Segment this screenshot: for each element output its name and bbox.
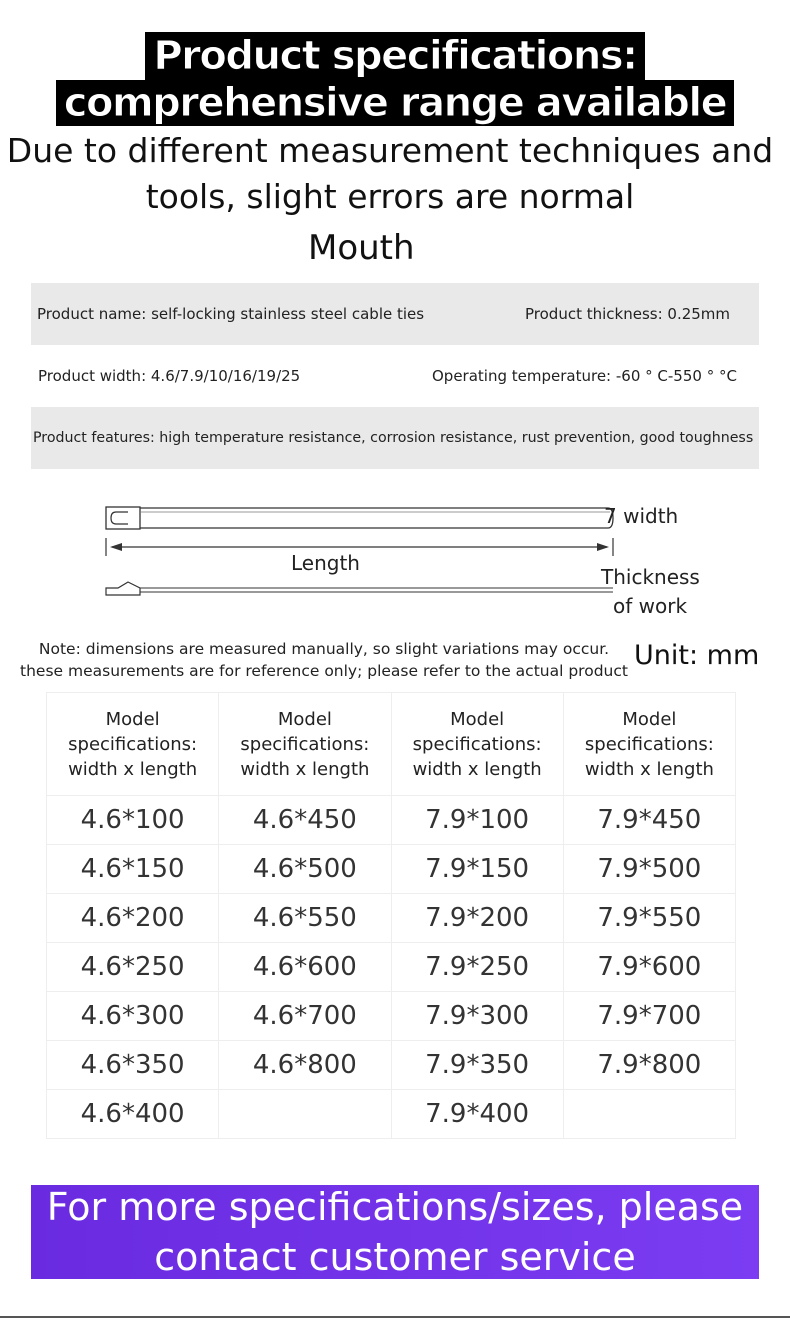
table-cell: 7.9*300 xyxy=(391,992,563,1041)
table-cell xyxy=(219,1090,391,1139)
table-cell: 7.9*500 xyxy=(563,845,735,894)
table-row xyxy=(47,1041,736,1090)
table-cell: 7.9*150 xyxy=(391,845,563,894)
contact-service-banner[interactable] xyxy=(31,1185,759,1279)
table-row xyxy=(47,845,736,894)
table-cell: 7.9*550 xyxy=(563,894,735,943)
title-line-1 xyxy=(0,32,790,80)
table-cell: 4.6*200 xyxy=(47,894,219,943)
column-header: Model specifications: width x length xyxy=(563,693,735,796)
info-band-width xyxy=(31,345,759,407)
table-row xyxy=(47,894,736,943)
table-cell: 7.9*350 xyxy=(391,1041,563,1090)
length-label: Length xyxy=(291,551,360,575)
table-cell: 4.6*400 xyxy=(47,1090,219,1139)
title-line-2 xyxy=(0,80,790,126)
note-line-2: these measurements are for reference only; please refer to the actual product xyxy=(20,662,628,680)
table-cell: 7.9*250 xyxy=(391,943,563,992)
table-cell: 4.6*300 xyxy=(47,992,219,1041)
table-cell: 4.6*100 xyxy=(47,796,219,845)
arrow-right-icon xyxy=(597,543,609,551)
cable-tie-diagram xyxy=(0,490,790,634)
product-features-text: Product features: high temperature resistance, corrosion resistance, rust prevention, good toughness xyxy=(33,430,754,446)
bottom-divider xyxy=(0,1316,790,1318)
measurement-note xyxy=(0,638,648,682)
column-header: Model specifications: width x length xyxy=(391,693,563,796)
tie-band-outline xyxy=(140,508,613,528)
table-header-row xyxy=(47,693,736,796)
table-cell: 4.6*700 xyxy=(219,992,391,1041)
width-label: 7 width xyxy=(604,504,679,528)
info-band-name xyxy=(31,283,759,345)
thickness-label: Thickness xyxy=(601,565,700,589)
column-header: Model specifications: width x length xyxy=(47,693,219,796)
table-cell: 7.9*200 xyxy=(391,894,563,943)
table-cell: 4.6*250 xyxy=(47,943,219,992)
mouth-label: Mouth xyxy=(308,228,415,268)
table-cell xyxy=(563,1090,735,1139)
table-cell: 4.6*500 xyxy=(219,845,391,894)
thickness-label-line2: of work xyxy=(613,594,688,618)
table-cell: 7.9*450 xyxy=(563,796,735,845)
contact-service-text: For more specifications/sizes, please contact customer service xyxy=(46,1185,744,1279)
table-row xyxy=(47,943,736,992)
table-cell: 4.6*350 xyxy=(47,1041,219,1090)
table-cell: 7.9*100 xyxy=(391,796,563,845)
table-row xyxy=(47,992,736,1041)
table-cell: 4.6*550 xyxy=(219,894,391,943)
title-line-1-text: Product specifications: xyxy=(145,32,644,80)
table-cell: 4.6*600 xyxy=(219,943,391,992)
tie-side-head-icon xyxy=(106,582,140,595)
column-header: Model specifications: width x length xyxy=(219,693,391,796)
product-width-text: Product width: 4.6/7.9/10/16/19/25 xyxy=(38,367,301,385)
title-line-2-text: comprehensive range available xyxy=(56,80,734,126)
spec-table xyxy=(46,692,736,1139)
table-cell: 7.9*600 xyxy=(563,943,735,992)
table-cell: 7.9*400 xyxy=(391,1090,563,1139)
table-cell: 4.6*150 xyxy=(47,845,219,894)
info-band-features xyxy=(31,407,759,469)
arrow-left-icon xyxy=(110,543,122,551)
operating-temperature-text: Operating temperature: -60 ° C-550 ° °C xyxy=(432,367,737,385)
note-line-1: Note: dimensions are measured manually, so slight variations may occur. xyxy=(38,640,610,658)
table-cell: 7.9*700 xyxy=(563,992,735,1041)
table-cell: 7.9*800 xyxy=(563,1041,735,1090)
measurement-disclaimer: Due to different measurement techniques and tools, slight errors are normal xyxy=(6,131,774,216)
unit-label: Unit: mm xyxy=(634,640,760,671)
tie-lock-icon xyxy=(111,512,128,524)
product-thickness-text: Product thickness: 0.25mm xyxy=(525,305,731,323)
table-row xyxy=(47,796,736,845)
product-name-text: Product name: self-locking stainless steel cable ties xyxy=(37,305,425,323)
table-cell: 4.6*800 xyxy=(219,1041,391,1090)
table-cell: 4.6*450 xyxy=(219,796,391,845)
table-row xyxy=(47,1090,736,1139)
